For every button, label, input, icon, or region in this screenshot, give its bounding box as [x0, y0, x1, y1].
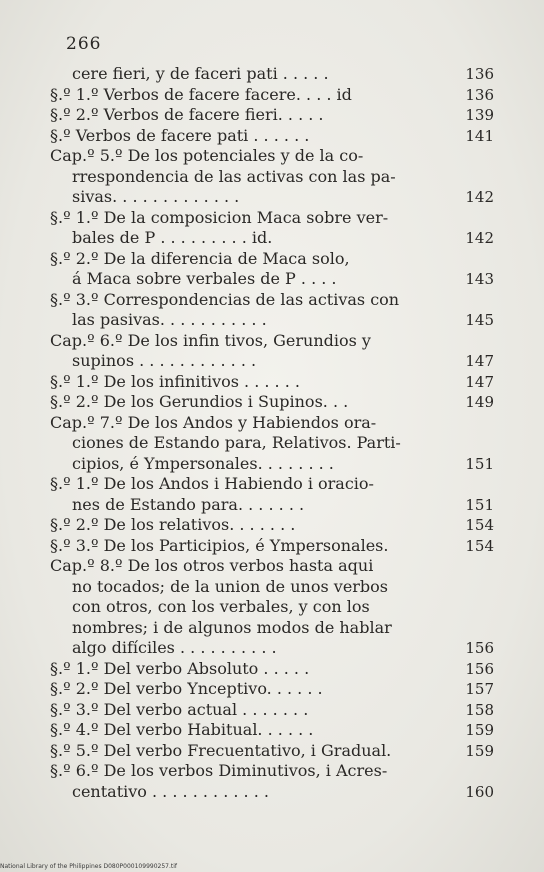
toc-entry-line: §.º 3.º De los Participios, é Ympersonales. — [50, 535, 389, 555]
toc-page-ref: 156 — [465, 639, 494, 657]
toc-entry — [50, 720, 494, 741]
toc-entry — [50, 84, 494, 106]
toc-entry — [50, 289, 494, 331]
toc-page-ref: 154 — [465, 516, 494, 534]
toc-entry — [50, 125, 494, 147]
toc-entry-line: Cap.º 7.º De los Andos y Habiendos ora- — [50, 412, 377, 432]
toc-entry-line: §.º 3.º Correspondencias de las activas con — [50, 289, 400, 309]
toc-entry-line: nombres; i de algunos modos de hablar — [72, 617, 392, 637]
toc-entry-line: Cap.º 6.º De los infin tivos, Gerundios y — [50, 330, 371, 350]
toc-entry-line: §.º 2.º De los relativos. . . . . . . — [50, 515, 296, 534]
toc-entry-line: nes de Estando para. . . . . . . — [72, 494, 305, 514]
toc-entry-line: rrespondencia de las activas con las pa- — [72, 166, 396, 186]
toc-entry — [50, 474, 494, 515]
toc-page-ref: 147 — [465, 352, 494, 370]
toc-entry-line: §.º 1.º De los Andos i Habiendo i oracio- — [50, 474, 374, 493]
toc-entry — [50, 248, 494, 290]
toc-entry-line: á Maca sobre verbales de P . . . . — [72, 269, 337, 288]
toc-entry — [50, 330, 494, 372]
toc-page-ref: 142 — [465, 229, 494, 247]
toc-entry — [50, 515, 494, 536]
page-number: 266 — [66, 34, 102, 54]
toc-page-ref: 143 — [465, 270, 494, 288]
scan-footer: National Library of the Philippines D080P000109990257.tif — [0, 863, 178, 870]
toc-page-ref: 141 — [465, 126, 494, 145]
toc-entry — [50, 105, 494, 126]
toc-entry-line: ciones de Estando para, Relativos. Parti- — [72, 433, 401, 452]
toc-entry-line: con otros, con los verbales, y con los — [72, 597, 370, 616]
toc-entry-line: §.º 2.º De la diferencia de Maca solo, — [50, 248, 350, 268]
toc-entry-line: bales de P . . . . . . . . . id. — [72, 228, 273, 247]
toc-entry-line: supinos . . . . . . . . . . . . — [72, 351, 257, 370]
toc-entry-line: §.º 1.º De la composicion Maca sobre ver- — [50, 207, 389, 227]
toc-entry-line: §.º 3.º Del verbo actual . . . . . . . — [50, 699, 309, 719]
toc-entry — [50, 535, 494, 557]
toc-entry-line: sivas. . . . . . . . . . . . . — [72, 187, 240, 206]
toc-page-ref: 156 — [465, 659, 494, 678]
toc-entry-line: cipios, é Ympersonales. . . . . . . . — [72, 453, 334, 473]
toc-page-ref: 145 — [465, 311, 494, 329]
toc-entry — [50, 207, 494, 249]
toc-entry-line: §.º 1.º De los infinitivos . . . . . . — [50, 371, 300, 391]
toc-entry-line: Cap.º 8.º De los otros verbos hasta aqui — [50, 556, 374, 575]
toc-page-ref: 160 — [465, 782, 494, 801]
toc-entry — [50, 761, 494, 802]
toc-entry — [50, 699, 494, 721]
toc-page-ref: 136 — [465, 85, 494, 104]
toc-entry-line: no tocados; de la union de unos verbos — [72, 576, 389, 596]
toc-entry-line: Cap.º 5.º De los potenciales y de la co- — [50, 146, 364, 165]
toc-entry-line: §.º Verbos de facere pati . . . . . . — [50, 125, 310, 145]
toc-entry — [50, 392, 494, 413]
toc-entry-line: centativo . . . . . . . . . . . . — [72, 781, 269, 801]
toc-page-ref: 151 — [465, 454, 494, 473]
toc-page-ref: 158 — [465, 700, 494, 719]
toc-page-ref: 154 — [465, 536, 494, 555]
toc-entry-line: §.º 2.º De los Gerundios i Supinos. . . — [50, 392, 349, 411]
toc-page-ref: 159 — [465, 741, 494, 760]
toc-page-ref: 159 — [465, 721, 494, 739]
toc-entry — [50, 658, 494, 680]
toc-page-ref: 139 — [465, 106, 494, 124]
toc-page-ref: 136 — [465, 65, 494, 83]
toc-entry-line: §.º 4.º Del verbo Habitual. . . . . . — [50, 720, 314, 739]
toc-entry-line: §.º 1.º Verbos de facere facere. . . . id — [50, 84, 352, 104]
toc-entry-line: algo difíciles . . . . . . . . . . — [72, 638, 277, 657]
toc-entry-line: §.º 6.º De los verbos Diminutivos, i Acres- — [50, 761, 388, 780]
table-of-contents — [50, 64, 494, 802]
toc-entry — [50, 371, 494, 393]
toc-entry-line: cere fieri, y de faceri pati . . . . . — [72, 64, 329, 83]
toc-page-ref: 149 — [465, 393, 494, 411]
toc-entry — [50, 556, 494, 659]
toc-page-ref: 157 — [465, 680, 494, 698]
toc-entry-line: §.º 1.º Del verbo Absoluto . . . . . — [50, 658, 310, 678]
toc-entry — [50, 412, 494, 475]
toc-page-ref: 147 — [465, 372, 494, 391]
toc-entry-line: las pasivas. . . . . . . . . . . — [72, 310, 267, 329]
toc-entry — [50, 64, 494, 85]
toc-entry-line: §.º 2.º Verbos de facere fieri. . . . . — [50, 105, 324, 124]
toc-entry-line: §.º 2.º Del verbo Ynceptivo. . . . . . — [50, 679, 323, 698]
toc-page-ref: 142 — [465, 188, 494, 206]
toc-page-ref: 151 — [465, 495, 494, 514]
toc-entry — [50, 679, 494, 700]
toc-entry-line: §.º 5.º Del verbo Frecuentativo, i Gradual. — [50, 740, 392, 760]
toc-entry — [50, 146, 494, 208]
toc-entry — [50, 740, 494, 762]
